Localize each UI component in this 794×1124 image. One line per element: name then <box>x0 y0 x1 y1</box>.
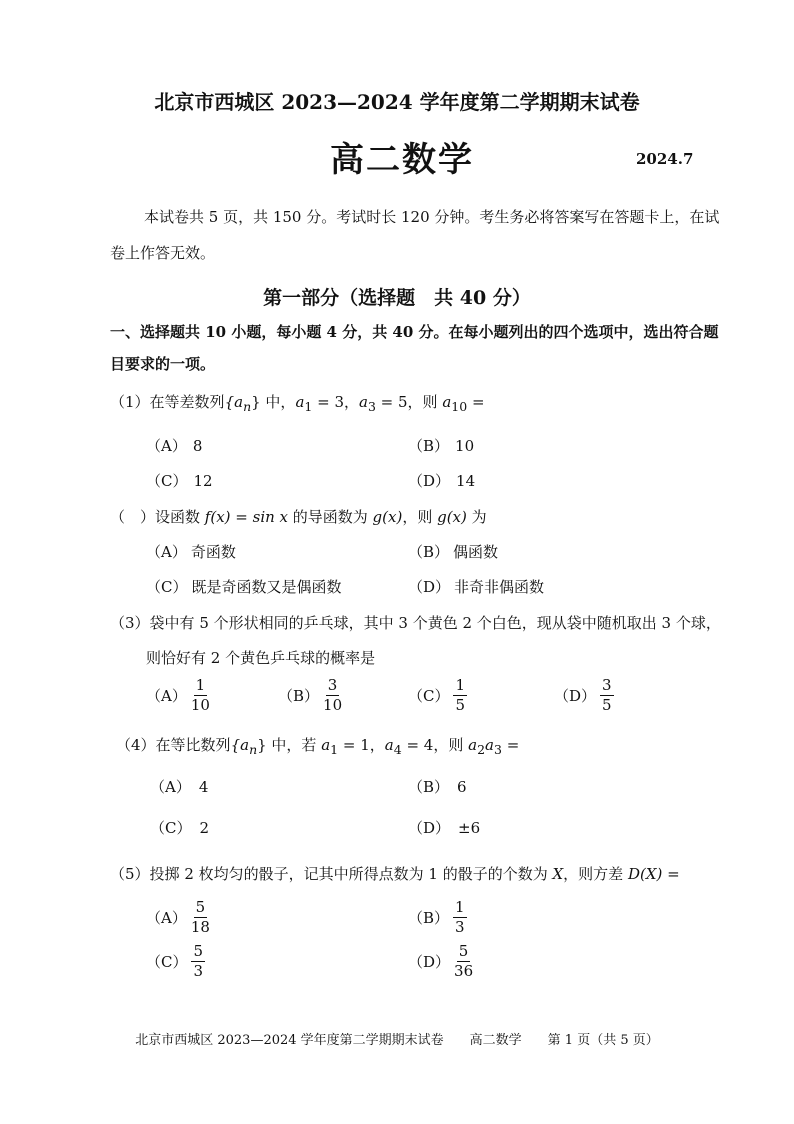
q1-seq-sub: n <box>243 399 252 414</box>
q2-option-d-text: 非奇非偶函数 <box>454 578 545 596</box>
question-3-stem-line2: 则恰好有 2 个黄色乒乓球的概率是 <box>146 649 376 667</box>
q4-a4: a <box>384 736 394 754</box>
q1-a10: a <box>442 393 452 411</box>
fraction-denominator: 36 <box>454 962 474 980</box>
q1-text: 在等差数列 <box>149 393 225 411</box>
q1-option-b <box>408 435 474 456</box>
q2-option-a <box>146 541 236 562</box>
instructions-line2: 卷上作答无效。 <box>110 244 216 262</box>
q4-option-d-text: ±6 <box>458 819 481 837</box>
q5-option-c-label: （C） <box>146 953 188 971</box>
fraction-numerator: 5 <box>458 942 469 960</box>
fraction-numerator: 3 <box>602 676 612 694</box>
q1-text5: = <box>467 393 485 411</box>
question-5-stem <box>110 863 680 884</box>
question-4-stem <box>116 734 519 757</box>
fraction-denominator: 3 <box>193 962 204 980</box>
q5-option-d-label: （D） <box>408 953 451 971</box>
q2-option-d-label: （D） <box>408 578 451 596</box>
q4-option-c <box>150 817 209 838</box>
q3-text1: 袋中有 5 个形状相同的乒乓球，其中 3 个黄色 2 个白色，现从袋中随机取出 3 个球， <box>149 614 721 632</box>
q5-text: 投掷 2 枚均匀的骰子，记其中所得点数为 1 的骰子的个数为 <box>149 865 553 883</box>
q5-option-b-fraction <box>453 900 467 935</box>
q2-option-b-text: 偶函数 <box>453 543 499 561</box>
q2-fx: f(x) = sin x <box>204 508 288 526</box>
q2-text3: ，则 <box>402 508 438 526</box>
q1-option-a-text: 8 <box>192 437 203 455</box>
q3-option-c-label: （C） <box>408 687 450 705</box>
q1-a1-sub: 1 <box>304 399 313 414</box>
q4-text4: = 4，则 <box>401 736 469 754</box>
question-4-number: （4） <box>116 736 156 754</box>
q5-dx: D(X) <box>627 865 663 883</box>
question-1-number: （1） <box>110 393 150 411</box>
q3-option-a-label: （A） <box>146 687 187 705</box>
q2-option-b <box>408 541 498 562</box>
q5-option-b <box>408 900 467 935</box>
q4-option-b <box>408 776 467 797</box>
q1-option-b-text: 10 <box>455 437 475 455</box>
q3-option-a <box>146 678 210 713</box>
q4-option-a <box>150 776 208 797</box>
q1-option-b-label: （B） <box>408 437 450 455</box>
q1-option-d-label: （D） <box>408 472 451 490</box>
question-2-stem <box>110 506 487 527</box>
q1-text3: = 3， <box>312 393 359 411</box>
fraction-denominator: 10 <box>323 696 343 714</box>
q4-a1: a <box>321 736 331 754</box>
q2-text4: 为 <box>466 508 487 526</box>
fraction-denominator: 10 <box>190 696 210 714</box>
q3-option-c <box>408 678 467 713</box>
q4-a4-sub: 4 <box>393 742 402 757</box>
q5-option-b-label: （B） <box>408 909 450 927</box>
q4-a3-sub: 3 <box>493 742 502 757</box>
fraction-numerator: 1 <box>195 676 206 694</box>
fraction-numerator: 5 <box>193 942 204 960</box>
q2-option-a-text: 奇函数 <box>190 543 236 561</box>
q4-option-a-text: 4 <box>198 778 209 796</box>
q1-a1: a <box>295 393 305 411</box>
q4-option-b-label: （B） <box>408 778 450 796</box>
fraction-numerator: 5 <box>195 898 206 916</box>
q3-option-c-fraction <box>453 678 467 713</box>
part1-title: 第一部分（选择题 共 40 分） <box>263 287 531 309</box>
page-footer: 北京市西城区 2023—2024 学年度第二学期期末试卷 高二数学 第 1 页（共 5 页） <box>135 1033 659 1048</box>
q5-option-a <box>146 900 210 935</box>
q3-option-b-fraction <box>323 678 342 713</box>
subject-title: 高二数学 <box>330 140 474 180</box>
question-1-stem <box>110 391 485 414</box>
q2-option-c-label: （C） <box>146 578 188 596</box>
fraction-denominator: 5 <box>455 696 466 714</box>
part1-intro-line1: 一、选择题共 10 小题，每小题 4 分，共 40 分。在每小题列出的四个选项中，选出符合题 <box>110 323 719 341</box>
q1-option-c-text: 12 <box>193 472 213 490</box>
q2-option-b-label: （B） <box>408 543 450 561</box>
question-3-stem-line1 <box>110 612 721 633</box>
q1-text4: = 5，则 <box>375 393 443 411</box>
question-5-number: （5） <box>110 865 150 883</box>
q4-option-d-label: （D） <box>408 819 451 837</box>
q5-option-d-fraction <box>454 944 473 979</box>
q1-option-a-label: （A） <box>146 437 187 455</box>
question-2-number: （ ） <box>110 508 156 526</box>
exam-date: 2024.7 <box>636 150 694 168</box>
q3-option-b <box>278 678 342 713</box>
q1-a3: a <box>359 393 368 411</box>
fraction-numerator: 1 <box>455 898 465 916</box>
q5-text3: = <box>662 865 680 883</box>
q4-text: 在等比数列 <box>155 736 231 754</box>
fraction-denominator: 5 <box>602 696 612 714</box>
q4-text2: } 中，若 <box>257 736 322 754</box>
q4-a2: a <box>468 736 478 754</box>
q2-gx2: g(x) <box>437 508 467 526</box>
q2-gx: g(x) <box>372 508 403 526</box>
q1-option-a <box>146 435 202 456</box>
q1-option-c <box>146 470 213 491</box>
q2-text: 设函数 <box>155 508 205 526</box>
q4-option-d <box>408 817 480 838</box>
q5-option-a-label: （A） <box>146 909 187 927</box>
q2-text2: 的导函数为 <box>288 508 373 526</box>
q1-option-d <box>408 470 475 491</box>
question-3-number: （3） <box>110 614 150 632</box>
instructions-line1: 本试卷共 5 页，共 150 分。考试时长 120 分钟。考生务必将答案写在答题卡上，在试 <box>144 208 720 226</box>
q4-a1-sub: 1 <box>330 742 339 757</box>
q4-option-b-text: 6 <box>457 778 467 796</box>
q3-option-b-label: （B） <box>278 687 320 705</box>
q4-text5: = <box>501 736 520 754</box>
q4-seq: {a <box>230 736 250 754</box>
q4-a3: a <box>485 736 494 754</box>
q4-option-c-text: 2 <box>199 819 210 837</box>
q1-a3-sub: 3 <box>367 399 376 414</box>
q2-option-d <box>408 576 544 597</box>
fraction-numerator: 1 <box>455 676 466 694</box>
q2-option-a-label: （A） <box>146 543 187 561</box>
q5-text2: ，则方差 <box>563 865 628 883</box>
q5-option-a-fraction <box>191 900 210 935</box>
q1-option-c-label: （C） <box>146 472 188 490</box>
q5-x: X <box>552 865 564 883</box>
q5-option-c-fraction <box>191 944 205 979</box>
q4-text3: = 1， <box>338 736 385 754</box>
q5-option-d <box>408 944 473 979</box>
q1-a10-sub: 10 <box>451 399 468 414</box>
q3-option-d <box>554 678 614 713</box>
q2-option-c-text: 既是奇函数又是偶函数 <box>191 578 342 596</box>
q3-option-d-label: （D） <box>554 687 597 705</box>
fraction-numerator: 3 <box>327 676 338 694</box>
q4-a2-sub: 2 <box>477 742 486 757</box>
exam-header-title: 北京市西城区 2023—2024 学年度第二学期期末试卷 <box>154 90 640 114</box>
q5-option-c <box>146 944 205 979</box>
q1-text2: } 中， <box>251 393 296 411</box>
q1-option-d-text: 14 <box>456 472 476 490</box>
fraction-denominator: 3 <box>455 918 465 936</box>
q1-seq: {a <box>224 393 244 411</box>
q3-option-d-fraction <box>600 678 614 713</box>
part1-intro-line2: 目要求的一项。 <box>110 355 216 373</box>
fraction-denominator: 18 <box>190 918 210 936</box>
q4-option-c-label: （C） <box>150 819 192 837</box>
q4-option-a-label: （A） <box>150 778 191 796</box>
q3-option-a-fraction <box>191 678 210 713</box>
q4-seq-sub: n <box>249 742 258 757</box>
q2-option-c <box>146 576 342 597</box>
